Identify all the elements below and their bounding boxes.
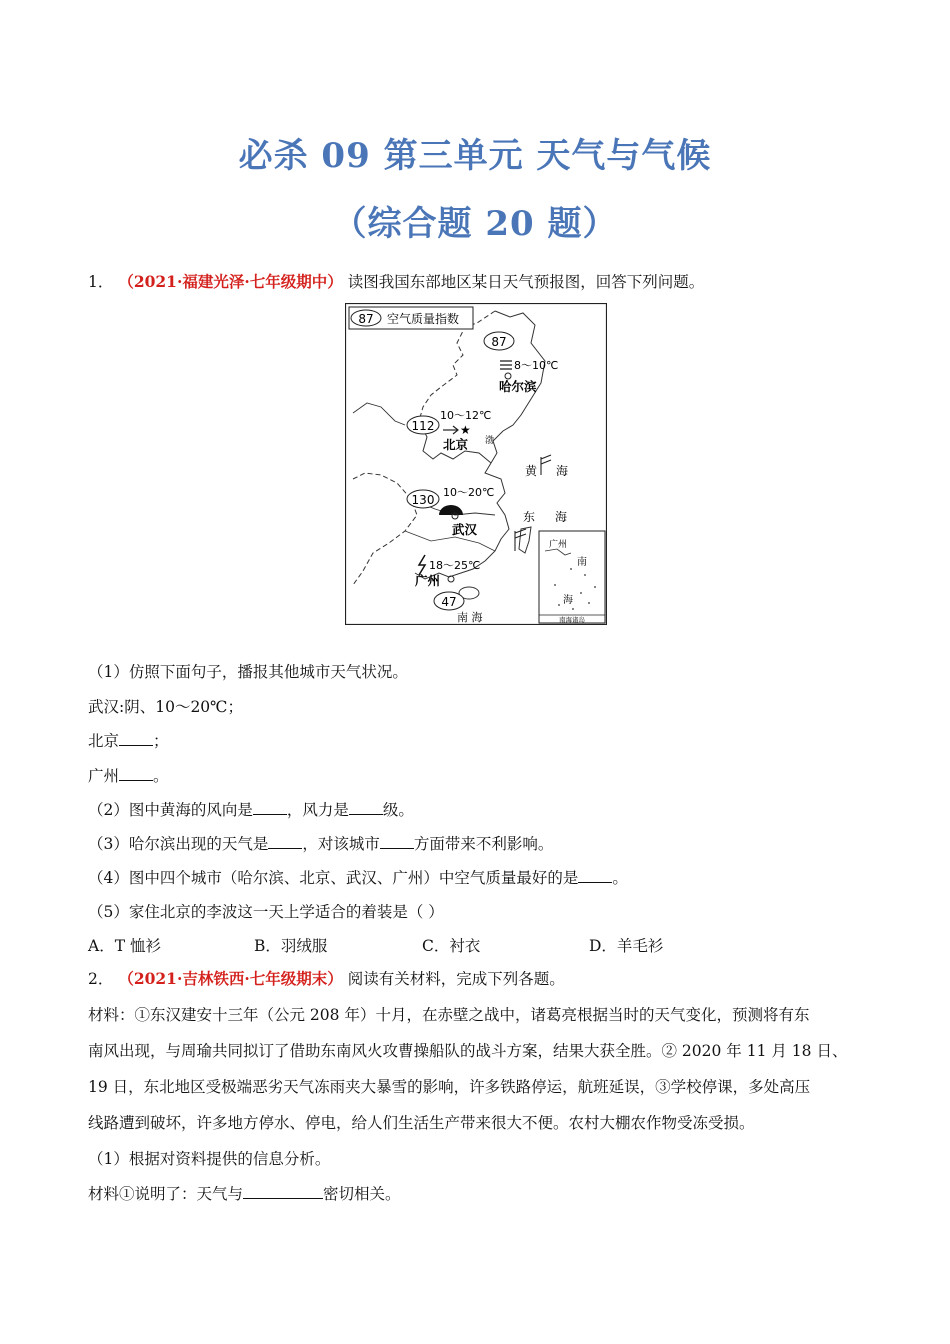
- harbin-temp: 8～10℃: [514, 359, 559, 372]
- wuhan-aqi: 130: [411, 493, 435, 507]
- material-line-3: 19 日，东北地区受极端恶劣天气冻雨夹大暴雪的影响，许多铁路停运，航班延误，③学校停课，多处高压: [88, 1078, 811, 1096]
- answer-blank[interactable]: [578, 868, 612, 883]
- answer-blank[interactable]: [253, 800, 287, 815]
- guangzhou-label: 广州: [415, 573, 441, 588]
- option-a[interactable]: A．T 恤衫: [88, 937, 161, 955]
- weather-forecast-map: [345, 303, 607, 625]
- answer-blank[interactable]: [243, 1184, 323, 1199]
- question-number: 2．: [88, 970, 114, 988]
- yellow-sea-label-b: 海: [556, 464, 569, 478]
- wuhan-label: 武汉: [452, 522, 478, 537]
- q2-part-1: （1）根据对资料提供的信息分析。: [88, 1150, 331, 1168]
- question-stem: 读图我国东部地区某日天气预报图，回答下列问题。: [347, 273, 705, 291]
- question-source: （2021·吉林铁西·七年级期末）: [118, 969, 343, 988]
- question-stem: 阅读有关材料，完成下列各题。: [347, 970, 565, 988]
- answer-blank[interactable]: [119, 731, 153, 746]
- question-source: （2021·福建光泽·七年级期中）: [118, 272, 343, 291]
- q1-part-4: （4）图中四个城市（哈尔滨、北京、武汉、广州）中空气质量最好的是 。: [88, 869, 628, 887]
- page-subtitle: （综合题 20 题）: [332, 204, 618, 244]
- guangzhou-aqi: 47: [441, 595, 457, 609]
- inset-label-hai: 海: [563, 595, 573, 606]
- question-2-header: [88, 967, 565, 989]
- inset-label-nan: 南: [577, 557, 587, 568]
- option-b[interactable]: B．羽绒服: [254, 937, 328, 955]
- inset-caption: 南海诸岛: [559, 616, 585, 624]
- beijing-temp: 10～12℃: [440, 409, 492, 422]
- q1-part-5: （5）家住北京的李波这一天上学适合的着装是（ ）: [88, 903, 444, 921]
- beijing-label: 北京: [443, 437, 469, 452]
- beijing-prompt: 北京: [88, 732, 120, 750]
- south-sea-label: 南 海: [457, 611, 483, 624]
- answer-blank[interactable]: [268, 834, 302, 849]
- page-title: 必杀 09 第三单元 天气与气候: [238, 136, 712, 176]
- inset-label-guangzhou: 广州: [549, 540, 568, 550]
- wuhan-temp: 10～20℃: [443, 486, 495, 499]
- q1-guangzhou-line: 广州 。: [88, 767, 169, 785]
- q1-beijing-line: 北京 ；: [88, 732, 169, 750]
- answer-blank[interactable]: [119, 766, 153, 781]
- yellow-sea-label-a: 黄: [525, 464, 538, 478]
- bohai-label: 渤: [485, 436, 495, 446]
- question-number: 1．: [88, 273, 114, 291]
- q1-part-1: （1）仿照下面句子，播报其他城市天气状况。: [88, 663, 408, 681]
- guangzhou-temp: 18～25℃: [429, 559, 481, 572]
- legend-aqi-value: 87: [358, 312, 374, 326]
- capital-star-icon: ★: [460, 423, 471, 437]
- east-sea-label-a: 东: [523, 510, 536, 524]
- beijing-aqi: 112: [411, 419, 435, 433]
- material-line-1: 材料：①东汉建安十三年（公元 208 年）十月，在赤壁之战中，诸葛亮根据当时的天气变化，预测将有东: [88, 1006, 810, 1024]
- material-line-2: 南风出现，与周瑜共同拟订了借助东南风火攻曹操船队的战斗方案，结果大获全胜。② 2020 年 11 月 18 日、: [88, 1042, 848, 1060]
- option-d[interactable]: D．羊毛衫: [589, 937, 664, 955]
- guangzhou-prompt: 广州: [88, 767, 120, 785]
- q2-part-1-fill: 材料①说明了：天气与 密切相关。: [88, 1185, 401, 1203]
- material-line-4: 线路遭到破坏，许多地方停水、停电，给人们生活生产带来很大不便。农村大棚农作物受冻受损。: [88, 1114, 755, 1132]
- question-1-header: [88, 270, 704, 292]
- answer-blank[interactable]: [380, 834, 414, 849]
- harbin-label: 哈尔滨: [499, 379, 537, 394]
- q1-example: 武汉:阴、10～20℃；: [88, 698, 244, 716]
- q1-part-3: （3）哈尔滨出现的天气是 ，对该城市 方面带来不利影响。: [88, 835, 554, 853]
- legend-label: 空气质量指数: [387, 312, 460, 326]
- answer-blank[interactable]: [349, 800, 383, 815]
- harbin-aqi: 87: [491, 335, 507, 349]
- east-sea-label-b: 海: [555, 510, 568, 524]
- option-c[interactable]: C．衬衣: [422, 937, 481, 955]
- q1-part-2: （2）图中黄海的风向是 ，风力是 级。: [88, 801, 414, 819]
